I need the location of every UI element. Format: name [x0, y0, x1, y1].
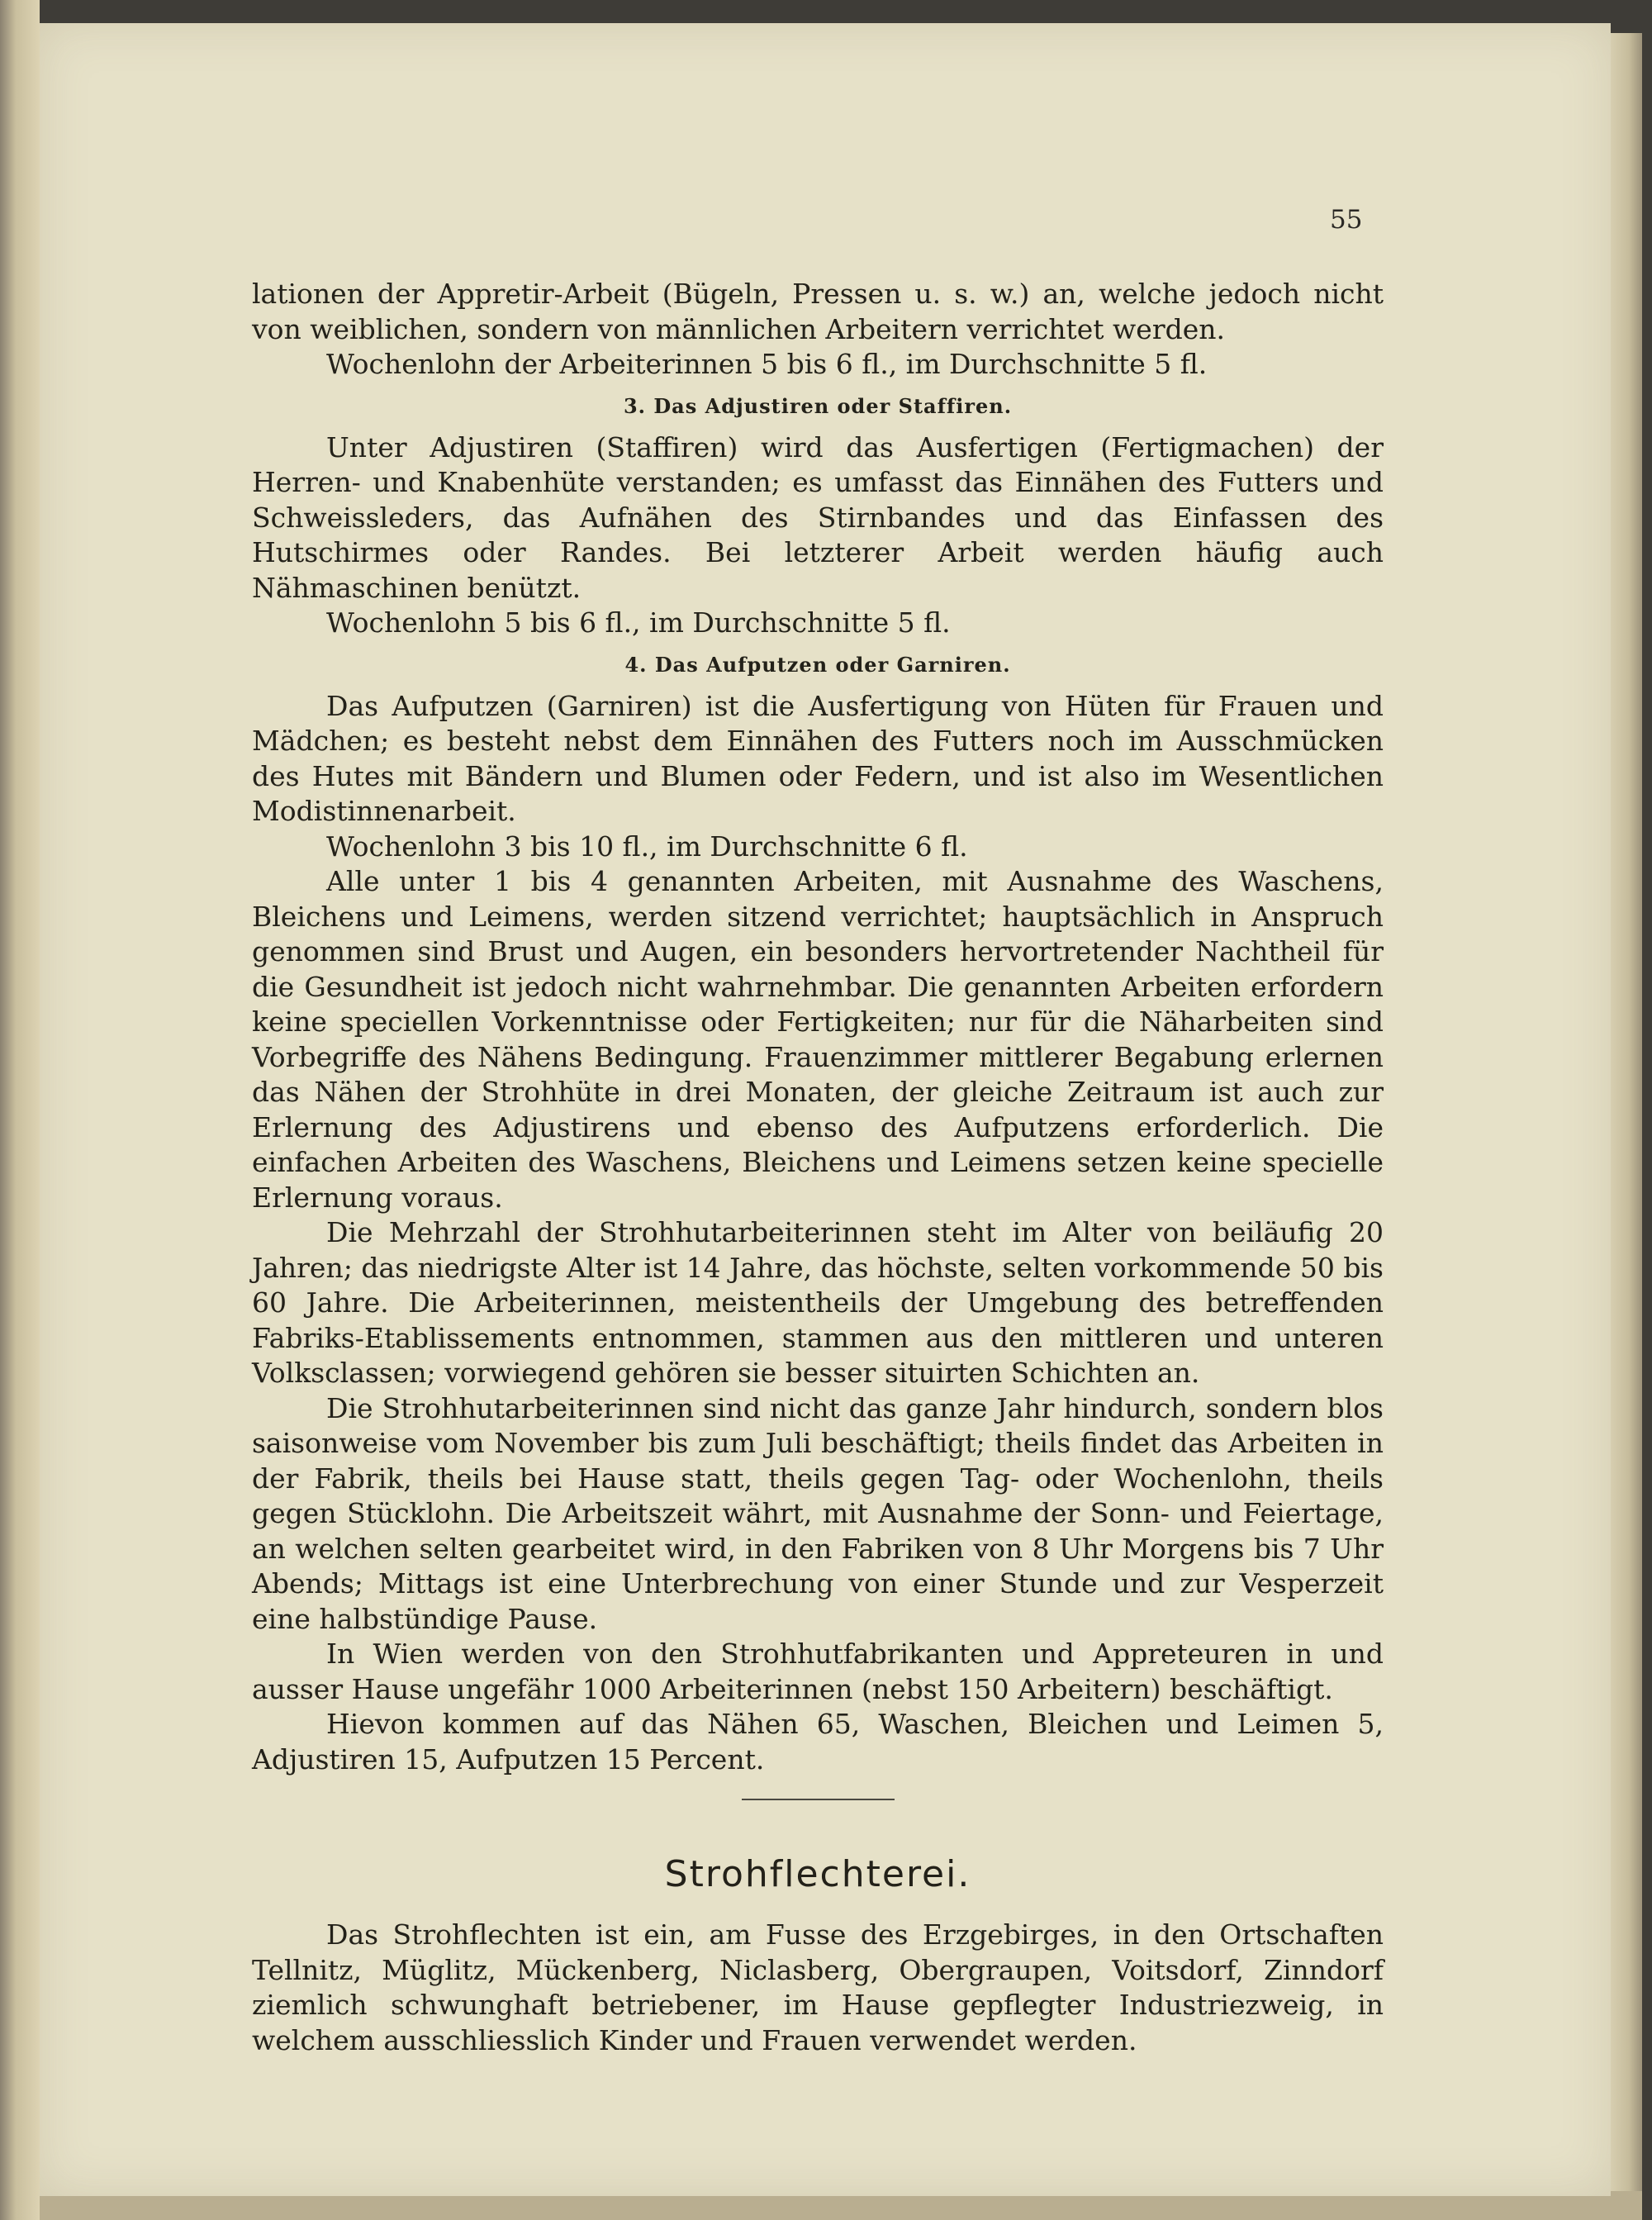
section-heading: 4. Das Aufputzen oder Garniren.: [624, 652, 1011, 677]
section-heading: 3. Das Adjustiren oder Staffiren.: [623, 393, 1013, 418]
chapter-title: Strohflechterei.: [664, 1853, 971, 1895]
page-body: [252, 277, 1384, 2058]
paragraph: Das Strohflechten ist ein, am Fusse des Erzgebirges, in den Ortschaften Tellnitz, Müglitz, Mückenberg, Niclasberg, Obergraupen, Voitsdorf, Zinndorf ziemlich schwunghaft betriebener, im Hause gepflegter Industriezweig, in welchem ausschliesslich Kinder und Frauen verwendet werden.: [252, 1918, 1384, 2056]
paragraph: In Wien werden von den Strohhutfabrikanten und Appreteuren in und ausser Hause ungefähr 1000 Arbeiterinnen (nebst 150 Arbeitern) beschäftigt.: [252, 1638, 1384, 1705]
paragraph: Unter Adjustiren (Staffiren) wird das Ausfertigen (Fertigmachen) der Herren- und Knabenhüte verstanden; es umfasst das Einnähen des Futters und Schweissleders, das Aufnähen des Stirnbandes und das Einfassen des Hutschirmes oder Randes. Bei letzterer Arbeit werden häufig auch Nähmaschinen benützt.: [252, 430, 1384, 604]
book-gutter: [0, 0, 40, 2220]
paragraph: Alle unter 1 bis 4 genannten Arbeiten, mit Ausnahme des Waschens, Bleichens und Leimens, werden sitzend verrichtet; hauptsächlich in Anspruch genommen sind Brust und Augen, ein besonders hervortretender Nachtheil für die Gesundheit ist jedoch nicht wahrnehmbar. Die genannten Arbeiten erfordern keine speciellen Vorkenntnisse oder Fertigkeiten; nur für die Näharbeiten sind Vorbegriffe des Nähens Bedingung. Frauenzimmer mittlerer Begabung erlernen das Nähen der Strohhüte in drei Monaten, der gleiche Zeitraum ist auch zur Erlernung des Adjustirens und ebenso des Aufputzens erforderlich. Die einfachen Arbeiten des Waschens, Bleichens und Leimens setzen keine specielle Erlernung voraus.: [252, 865, 1384, 1214]
page-number: 55: [1330, 205, 1363, 235]
paragraph: Hievon kommen auf das Nähen 65, Waschen, Bleichen und Leimen 5, Adjustiren 15, Aufputzen 15 Percent.: [252, 1708, 1384, 1776]
paragraph: Die Mehrzahl der Strohhutarbeiterinnen steht im Alter von beiläufig 20 Jahren; das niedrigste Alter ist 14 Jahre, das höchste, selten vorkommende 50 bis 60 Jahre. Die Arbeiterinnen, meistentheils der Umgebung des betreffenden Fabriks-Etablissements entnommen, stammen aus den mittleren und unteren Volksclassen; vorwiegend gehören sie besser situirten Schichten an.: [252, 1216, 1384, 1389]
paragraph: Wochenlohn 5 bis 6 fl., im Durchschnitte 5 fl.: [326, 606, 951, 639]
paragraph: Wochenlohn der Arbeiterinnen 5 bis 6 fl., im Durchschnitte 5 fl.: [326, 348, 1208, 380]
paragraph: Wochenlohn 3 bis 10 fl., im Durchschnitte 6 fl.: [326, 830, 968, 863]
page-stack-edge: [1609, 33, 1642, 2214]
paragraph: lationen der Appretir-Arbeit (Bügeln, Pressen u. s. w.) an, welche jedoch nicht von weiblichen, sondern von männlichen Arbeitern verrichtet werden.: [252, 278, 1384, 345]
paragraph: Die Strohhutarbeiterinnen sind nicht das ganze Jahr hindurch, sondern blos saisonweise vom November bis zum Juli beschäftigt; theils findet das Arbeiten in der Fabrik, theils bei Hause statt, theils gegen Tag- oder Wochenlohn, theils gegen Stücklohn. Die Arbeitszeit währt, mit Ausnahme der Sonn- und Feiertage, an welchen selten gearbeitet wird, in den Fabriken von 8 Uhr Morgens bis 7 Uhr Abends; Mittags ist eine Unterbrechung von einer Stunde und zur Vesperzeit eine halbstündige Pause.: [252, 1391, 1384, 1635]
paragraph: Das Aufputzen (Garniren) ist die Ausfertigung von Hüten für Frauen und Mädchen; es besteht nebst dem Einnähen des Futters noch im Ausschmücken des Hutes mit Bändern und Blumen oder Federn, und ist also im Wesentlichen Modistinnenarbeit.: [252, 689, 1384, 827]
separator-rule: [742, 1799, 895, 1800]
